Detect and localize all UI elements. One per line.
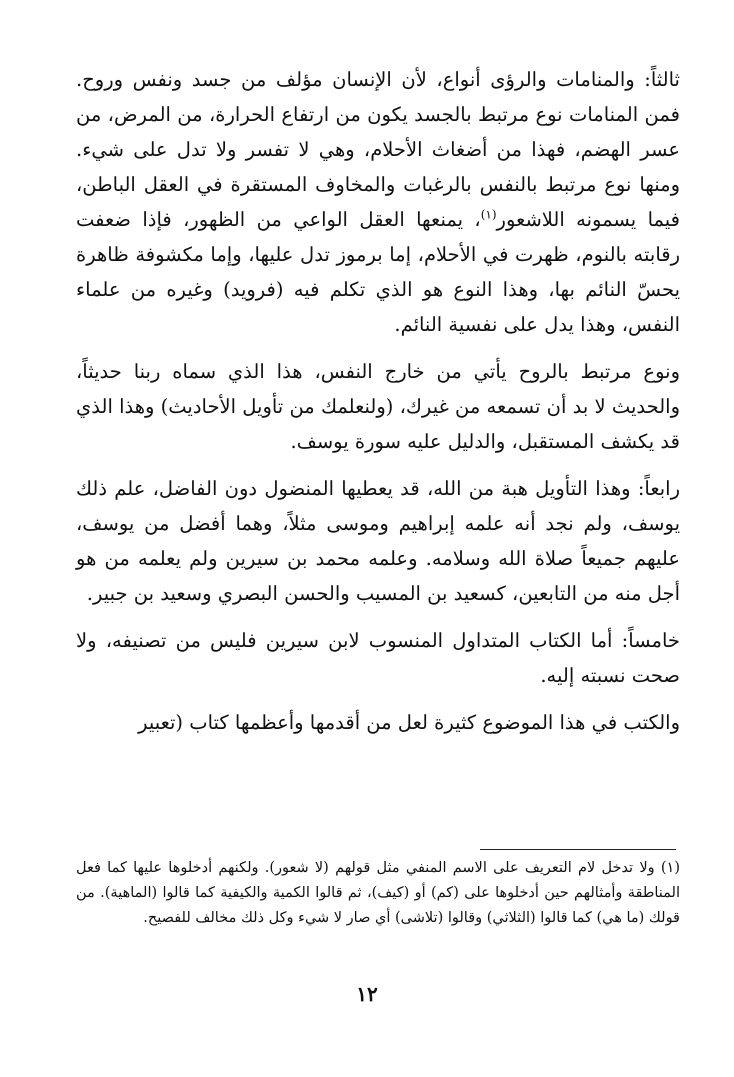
paragraph-text: وهذا التأويل هبة من الله، قد يعطيها المنضول دون الفاضل، علم ذلك يوسف، ولم نجد أنه علمه إبراهيم وموسى مثلاً، وهما أفضل من يوسف، عليهم جميعاً صلاة الله وسلامه. وعلمه محمد بن سيرين ولم يعلمه من هو أجل منه من التابعين، كسعيد بن المسيب والحسن البصري وسعيد بن جبير. bbox=[76, 477, 680, 605]
paragraph-text-continued: ، يمنعها العقل الواعي من الظهور، فإذا ضعفت رقابته بالنوم، ظهرت في الأحلام، إما برموز تدل عليها، وإما مكشوفة ظاهرة يحسّ النائم بها، وهذا النوع هو الذي تكلم فيه (فرويد) وغيره من علماء النفس، وهذا يدل على نفسية النائم. bbox=[76, 208, 680, 336]
paragraph-third bbox=[76, 62, 680, 342]
paragraph-lead: رابعاً: bbox=[637, 477, 680, 500]
paragraph-text: والمنامات والرؤى أنواع، لأن الإنسان مؤلف من جسد ونفس وروح. فمن المنامات نوع مرتبط بالجسد يكون من ارتفاع الحرارة، من المرض، من عسر الهضم، فهذا من أضغاث الأحلام، وهي لا تفسر ولا تدل على شيء. ومنها نوع مرتبط بالنفس بالرغبات والمخاوف المستقرة في العقل الباطن، فيما يسمونه اللاشعور bbox=[76, 68, 680, 231]
paragraph-fourth bbox=[76, 471, 680, 611]
footnote-marker[interactable]: (١) bbox=[480, 207, 497, 222]
footnote: (١) ولا تدخل لام التعريف على الاسم المنفي مثل قولهم (لا شعور). ولكنهم أدخلوها عليها كما فعل المناطقة وأمثالهم حين أدخلوها على (كم) أو (كيف)، ثم قالوا الكمية والكيفية كما قالوا (الماهية). من قولك (ما هي) كما قالوا (الثلاثي) وقالوا (تلاشى) أي صار لا شيء وكل ذلك مخالف للفصيح. bbox=[76, 860, 680, 926]
footnote-divider bbox=[480, 849, 676, 850]
paragraph-text: ونوع مرتبط بالروح يأتي من خارج النفس، هذا الذي سماه ربنا حديثاً، والحديث لا بد أن تسمعه من غيرك، (ولنعلمك من تأويل الأحاديث) وهذا الذي قد يكشف المستقبل، والدليل عليه سورة يوسف. bbox=[76, 360, 680, 453]
paragraph-books bbox=[76, 705, 680, 740]
paragraph-fifth bbox=[76, 623, 680, 693]
main-text bbox=[76, 62, 680, 740]
page-number: ١٢ bbox=[356, 982, 378, 1006]
paragraph-lead: ثالثاً: bbox=[644, 68, 680, 91]
paragraph-spirit bbox=[76, 354, 680, 459]
paragraph-lead: خامساً: bbox=[621, 629, 680, 652]
paragraph-text: والكتب في هذا الموضوع كثيرة لعل من أقدمها وأعظمها كتاب (تعبير bbox=[138, 711, 680, 734]
paragraph-text: أما الكتاب المتداول المنسوب لابن سيرين فليس من تصنيفه، ولا صحت نسبته إليه. bbox=[76, 629, 680, 687]
